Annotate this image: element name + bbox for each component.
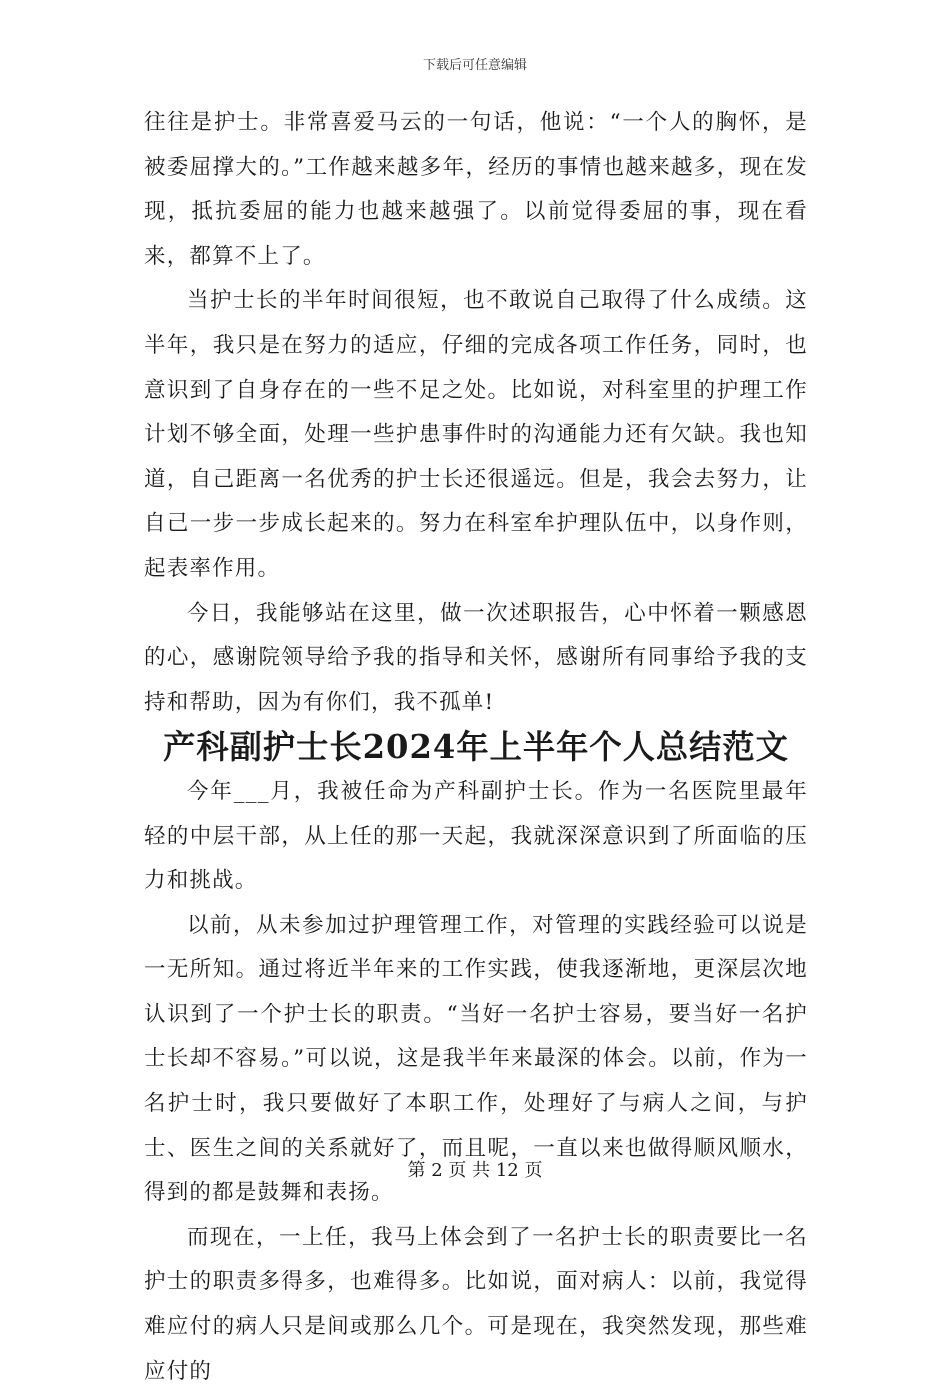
paragraph-continued: 往往是护士。非常喜爱马云的一句话，他说：“一个人的胸怀，是被委屈撑大的。”工作越来越多年，经历的事情也越来越多，现在发现，抵抗委屈的能力也越来越强了。以前觉得委屈的事，现在看来，都算不上了。 bbox=[144, 110, 808, 269]
document-body bbox=[144, 101, 808, 1394]
paragraph-responsibility: 而现在，一上任，我马上体会到了一名护士长的职责要比一名护士的职责多得多，也难得多。比如说，面对病人：以前，我觉得难应付的病人只是间或那么几个。可是现在，我突然发现，那些难应付的 bbox=[144, 1224, 808, 1384]
page-number: 第 2 页 共 12 页 bbox=[407, 1160, 543, 1181]
paragraph-gratitude: 今日，我能够站在这里，做一次述职报告，心中怀着一颗感恩的心，感谢院领导给予我的指导和关怀，感谢所有同事给予我的支持和帮助，因为有你们，我不孤单! bbox=[144, 600, 808, 715]
paragraph-half-year: 当护士长的半年时间很短，也不敢说自己取得了什么成绩。这半年，我只是在努力的适应，仔细的完成各项工作任务，同时，也意识到了自身存在的一些不足之处。比如说，对科室里的护理工作计划不够全面，处理一些护患事件时的沟通能力还有欠缺。我也知道，自己距离一名优秀的护士长还很遥远。但是，我会去努力，让自己一步一步成长起来的。努力在科室牟护理队伍中，以身作则，起表率作用。 bbox=[144, 288, 808, 581]
page-header: 下载后可任意编辑 bbox=[422, 58, 527, 73]
paragraph-experience: 以前，从未参加过护理管理工作，对管理的实践经验可以说是一无所知。通过将近半年来的工作实践，使我逐渐地，更深层次地认识到了一个护士长的职责。“当好一名护士容易，要当好一名护士长却不容易。”可以说，这是我半年来最深的体会。以前，作为一名护士时，我只要做好了本职工作，处理好了与病人之间，与护士、医生之间的关系就好了，而且呢，一直以来也做得顺风顺水，得到的都是鼓舞和表扬。 bbox=[144, 912, 808, 1206]
paragraph-appointment: 今年___月，我被任命为产科副护士长。作为一名医院里最年轻的中层干部，从上任的那一天起，我就深深意识到了所面临的压力和挑战。 bbox=[144, 778, 808, 894]
section-title: 产科副护士长2024年上半年个人总结范文 bbox=[163, 728, 789, 767]
